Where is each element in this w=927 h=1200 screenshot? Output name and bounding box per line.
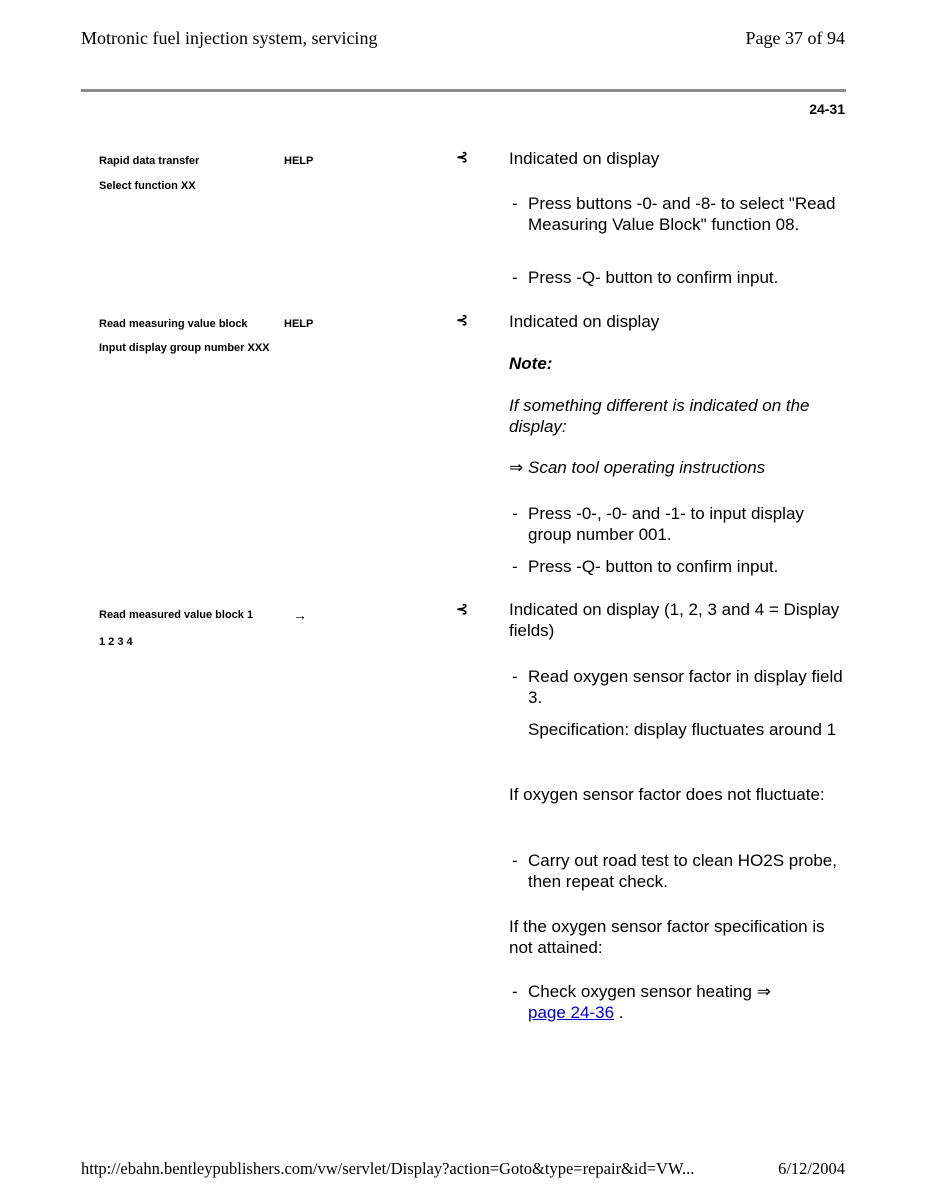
- note-reference: [509, 458, 844, 479]
- right-arrow-icon: →: [293, 607, 307, 623]
- repair-manual-page-number: 24-31: [809, 101, 845, 117]
- instruction-step: - Press -Q- button to confirm input.: [512, 268, 844, 289]
- page-24-36-link[interactable]: page 24-36: [528, 1002, 615, 1022]
- step-text: Press buttons -0- and -8- to select "Read Measuring Value Block" function 08.: [528, 194, 836, 234]
- step-text: Carry out road test to clean HO2S probe, then repeat check.: [528, 851, 837, 891]
- implies-arrow-icon: ⇒: [509, 458, 524, 477]
- pointer-icon: ⊰: [455, 149, 469, 166]
- note-text: If something different is indicated on the display:: [509, 396, 810, 436]
- document-title: Motronic fuel injection system, servicing: [81, 28, 378, 48]
- instruction-step: - Press -0-, -0- and -1- to input display group number 001.: [512, 504, 844, 545]
- step-text: Press -Q- button to confirm input.: [528, 557, 779, 576]
- implies-arrow-icon: ⇒: [756, 982, 771, 1001]
- step-text: Check oxygen sensor heating: [528, 982, 752, 1001]
- indicated-on-display-text: Indicated on display (1, 2, 3 and 4 = Display fields): [509, 600, 840, 640]
- specification-text: Specification: display fluctuates around 1: [528, 720, 837, 739]
- instruction-step: - Check oxygen sensor heating ⇒ page 24-36 .: [512, 982, 771, 1022]
- step-end-period: .: [618, 1002, 624, 1022]
- step-text: Press -Q- button to confirm input.: [528, 268, 779, 287]
- step-text: Press -0-, -0- and -1- to input display group number 001.: [528, 504, 804, 544]
- pointer-icon: ⊰: [455, 601, 469, 618]
- display-fields-line: 1 2 3 4: [99, 636, 133, 648]
- display-line-read-measured-value-block: Read measured value block 1: [99, 609, 254, 621]
- indicated-on-display-text: Indicated on display: [509, 312, 660, 331]
- display-line-rapid-data-transfer: Rapid data transfer: [99, 155, 200, 167]
- page-counter: Page 37 of 94: [745, 28, 845, 48]
- header-divider: [81, 89, 846, 92]
- display-line-read-measuring-value-block: Read measuring value block: [99, 318, 248, 330]
- footer-url: http://ebahn.bentleypublishers.com/vw/servlet/Display?action=Goto&type=repair&id=VW...: [81, 1159, 695, 1178]
- pointer-icon: ⊰: [455, 312, 469, 329]
- footer-date: 6/12/2004: [778, 1159, 845, 1178]
- instruction-step: - Read oxygen sensor factor in display field 3.: [512, 667, 843, 707]
- display-help-label: HELP: [284, 318, 314, 330]
- note-label: Note:: [509, 354, 553, 373]
- note-reference-text[interactable]: Scan tool operating instructions: [527, 458, 766, 477]
- condition-text: If the oxygen sensor factor specification is not attained:: [509, 917, 825, 957]
- indicated-on-display-text: Indicated on display: [509, 149, 660, 168]
- display-line-input-group-number: Input display group number XXX: [99, 342, 270, 354]
- display-line-select-function: Select function XX: [99, 180, 196, 192]
- step-text: Read oxygen sensor factor in display field 3.: [528, 667, 843, 707]
- instruction-step: - Press -Q- button to confirm input.: [512, 557, 844, 578]
- instruction-step: - Press buttons -0- and -8- to select "Read Measuring Value Block" function 08.: [512, 194, 844, 235]
- instruction-step: - Carry out road test to clean HO2S probe, then repeat check.: [512, 851, 844, 892]
- condition-text: If oxygen sensor factor does not fluctuate:: [509, 785, 825, 804]
- display-help-label: HELP: [284, 155, 314, 167]
